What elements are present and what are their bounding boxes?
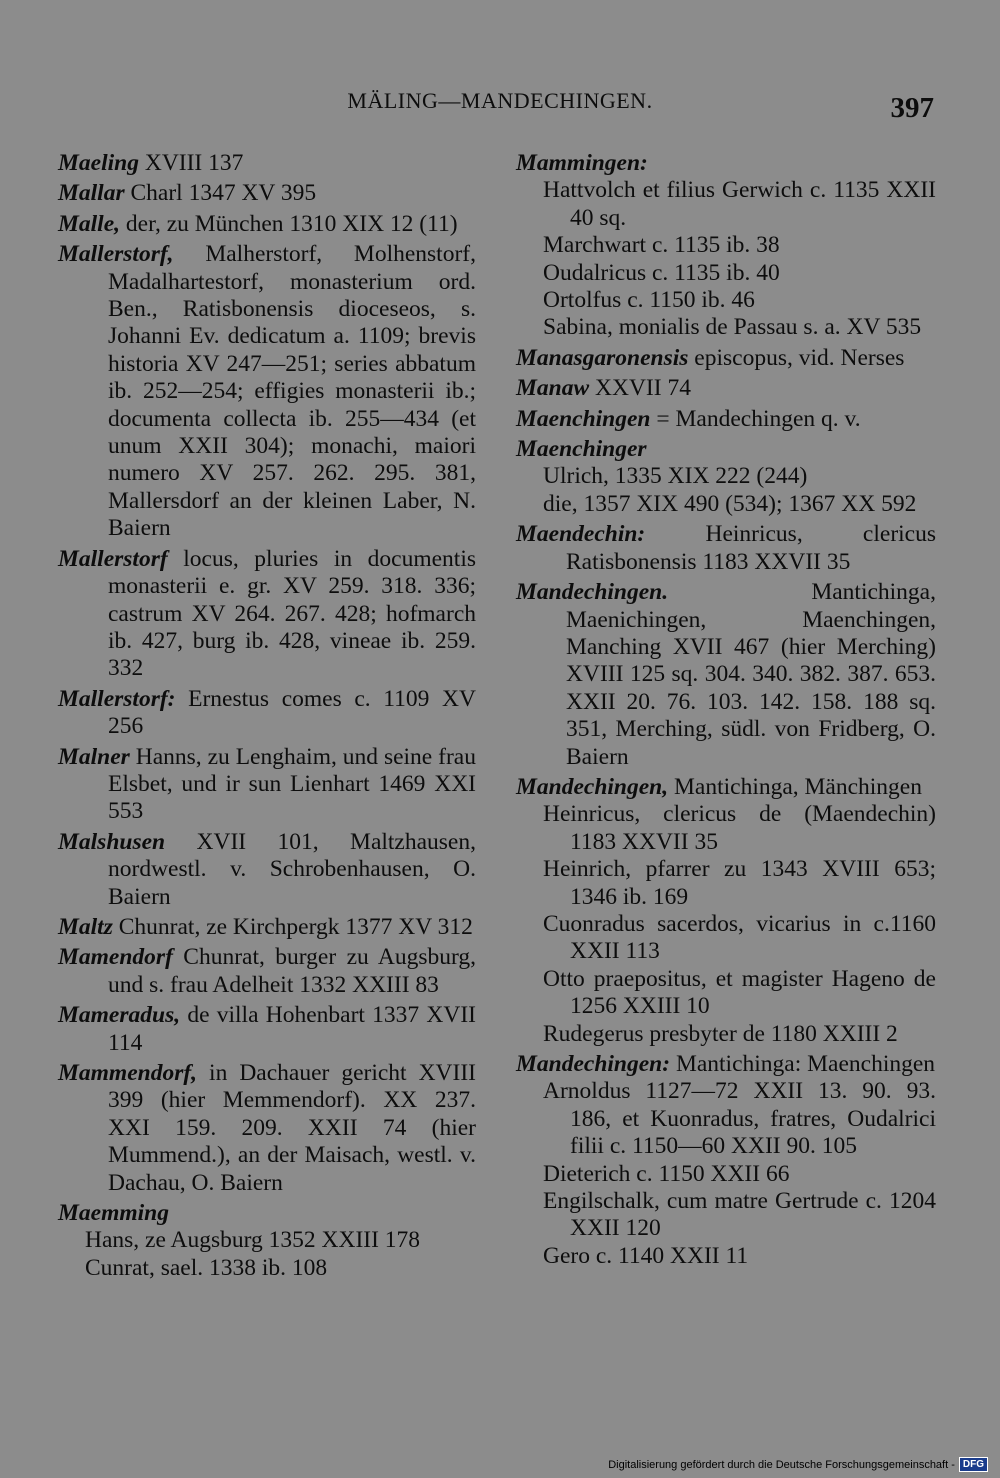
entry-text: Mantichinga, Mänchingen	[668, 773, 922, 800]
index-entry	[516, 345, 936, 372]
index-entry	[58, 1060, 476, 1197]
sub-entry: Otto praepositus, et magister Hageno de 1256 XXIII 10	[543, 965, 936, 1020]
digitization-footer	[608, 1457, 988, 1472]
entry-headword: Maeling	[58, 150, 139, 176]
entry-text: de villa Hohenbart 1337 XVII 114	[108, 1002, 476, 1056]
entry-text: Mantichinga, Maenichingen, Maenchingen, Manching XVII 467 (hier Merching) XVIII 125 sq. 304. 340. 382. 387. 653. XXII 20. 76. 103. 142. 158. 188 sq. 351, Merching, südl. von Fridberg, O. Baiern	[566, 579, 936, 770]
index-entry	[58, 241, 476, 542]
sub-entries	[516, 463, 936, 518]
entry-headword: Mallerstorf:	[58, 685, 176, 712]
entry-headword: Maemming	[58, 1200, 169, 1227]
index-entry	[58, 150, 476, 177]
sub-entry: Cunrat, sael. 1338 ib. 108	[85, 1254, 328, 1281]
entry-text: XVIII 137	[138, 150, 244, 176]
sub-entry: Rudegerus presbyter de 1180 XXIII 2	[543, 1020, 898, 1047]
page-number: 397	[890, 92, 934, 124]
index-entry	[516, 774, 936, 801]
index-entry	[516, 579, 936, 771]
sub-entry: Arnoldus 1127—72 XXII 13. 90. 93. 186, et Kuonradus, fratres, Oudalrici filii c. 1150—60 XXII 90. 105	[543, 1078, 936, 1160]
entry-text: in Dachauer gericht XVIII 399 (hier Memmendorf). XX 237. XXI 159. 209. XXII 74 (hier Mummend.), an der Maisach, westl. v. Dachau, O. Baiern	[108, 1060, 476, 1196]
entry-headword: Malner	[58, 743, 130, 770]
entry-headword: Malle,	[58, 210, 121, 237]
sub-entry: Sabina, monialis de Passau s. a. XV 535	[543, 314, 922, 341]
entry-headword: Maenchinger	[516, 436, 647, 463]
entry-headword: Maenchingen	[516, 405, 651, 432]
sub-entries	[58, 1227, 476, 1282]
index-entry	[516, 521, 936, 576]
entry-headword: Mandechingen:	[516, 1051, 671, 1077]
entry-headword: Mallerstorf,	[58, 241, 174, 268]
entry-headword: Manaw	[516, 375, 590, 402]
entry-text: der, zu München 1310 XIX 12 (11)	[120, 210, 458, 237]
entry-text: Charl 1347 XV 395	[124, 180, 317, 207]
index-entry	[58, 180, 476, 207]
index-entry	[516, 1051, 936, 1078]
index-entry	[58, 829, 476, 911]
index-entry	[516, 406, 936, 433]
entry-text: episcopus, vid. Nerses	[688, 344, 905, 371]
index-entry	[58, 944, 476, 999]
footer-text: Digitalisierung gefördert durch die Deutsche Forschungsgemeinschaft -	[608, 1458, 955, 1471]
entry-headword: Mammingen:	[516, 150, 648, 176]
left-column	[58, 150, 476, 1282]
index-entry	[58, 1200, 476, 1227]
sub-entry: die, 1357 XIX 490 (534); 1367 XX 592	[543, 490, 917, 517]
index-entry	[58, 546, 476, 683]
entry-text: Chunrat, burger zu Augsburg, und s. frau Adelheit 1332 XXIII 83	[108, 944, 476, 998]
entry-text: Chunrat, ze Kirchpergk 1377 XV 312	[112, 913, 473, 940]
entry-headword: Maendechin:	[516, 521, 646, 548]
sub-entry: Oudalricus c. 1135 ib. 40	[543, 259, 780, 286]
right-column	[516, 150, 936, 1270]
entry-headword: Mamendorf	[58, 944, 173, 971]
entry-headword: Mammendorf,	[58, 1060, 198, 1086]
entry-text: XXVII 74	[589, 375, 691, 402]
index-entry	[58, 744, 476, 826]
index-entry	[516, 436, 936, 463]
running-title: MÄLING—MANDECHINGEN.	[347, 88, 653, 113]
index-entry	[516, 150, 936, 177]
sub-entry: Heinricus, clericus de (Maendechin) 1183 XXVII 35	[543, 801, 936, 855]
entry-text: Ernestus comes c. 1109 XV 256	[108, 685, 476, 740]
entry-headword: Mallerstorf	[58, 545, 168, 572]
entry-text: = Mandechingen q. v.	[650, 405, 861, 432]
sub-entry: Ulrich, 1335 XIX 222 (244)	[543, 463, 808, 490]
sub-entries	[516, 1078, 936, 1270]
entry-text: locus, pluries in documentis monasterii e. gr. XV 259. 318. 336; castrum XV 264. 267. 428; hofmarch ib. 427, burg ib. 428, vineae ib. 259. 332	[108, 545, 476, 682]
entry-headword: Manasgaronensis	[516, 344, 689, 371]
index-entry	[58, 1002, 476, 1057]
entry-headword: Mandechingen.	[516, 579, 669, 606]
index-entry	[58, 914, 476, 941]
sub-entry: Gero c. 1140 XXII 11	[543, 1242, 749, 1269]
sub-entry: Dieterich c. 1150 XXII 66	[543, 1160, 790, 1187]
entry-headword: Mameradus,	[58, 1002, 181, 1029]
sub-entries	[516, 177, 936, 341]
index-entry	[58, 686, 476, 741]
entry-text: Heinricus, clericus Ratisbonensis 1183 XXVII 35	[566, 521, 936, 575]
index-entry	[516, 375, 936, 402]
entry-headword: Maltz	[58, 913, 113, 940]
dfg-logo: DFG	[959, 1457, 988, 1472]
entry-text: XVII 101, Maltzhausen, nordwestl. v. Schrobenhausen, O. Baiern	[108, 828, 476, 910]
entry-headword: Mandechingen,	[516, 773, 669, 800]
entry-headword: Malshusen	[58, 828, 166, 855]
sub-entry: Engilschalk, cum matre Gertrude c. 1204 XXII 120	[543, 1188, 936, 1242]
sub-entry: Heinrich, pfarrer zu 1343 XVIII 653; 1346 ib. 169	[543, 856, 936, 910]
sub-entries	[516, 801, 936, 1048]
sub-entry: Hattvolch et filius Gerwich c. 1135 XXII 40 sq.	[543, 177, 936, 231]
sub-entry: Cuonradus sacerdos, vicarius in c.1160 XXII 113	[543, 910, 936, 965]
sub-entry: Hans, ze Augsburg 1352 XXIII 178	[85, 1227, 421, 1254]
entry-text: Hanns, zu Lenghaim, und seine frau Elsbet, und ir sun Lienhart 1469 XXI 553	[108, 743, 476, 825]
entry-text: Malherstorf, Molhenstorf, Madalhartestorf, monasterium ord. Ben., Ratisbonensis dioceseos, s. Johanni Ev. dedicatum a. 1109; brevis historia XV 247—251; series abbatum ib. 252—254; effigies monasterii ib.; documenta collecta ib. 255—434 (et unum XXII 304); monachi, maiori numero XV 257. 262. 295. 381, Mallersdorf an der kleinen Laber, N. Baiern	[108, 241, 476, 542]
sub-entry: Marchwart c. 1135 ib. 38	[543, 232, 780, 259]
entry-text: Mantichinga: Maenchingen	[670, 1051, 936, 1077]
entry-headword: Mallar	[58, 180, 125, 207]
sub-entry: Ortolfus c. 1150 ib. 46	[543, 287, 755, 314]
index-entry	[58, 211, 476, 238]
